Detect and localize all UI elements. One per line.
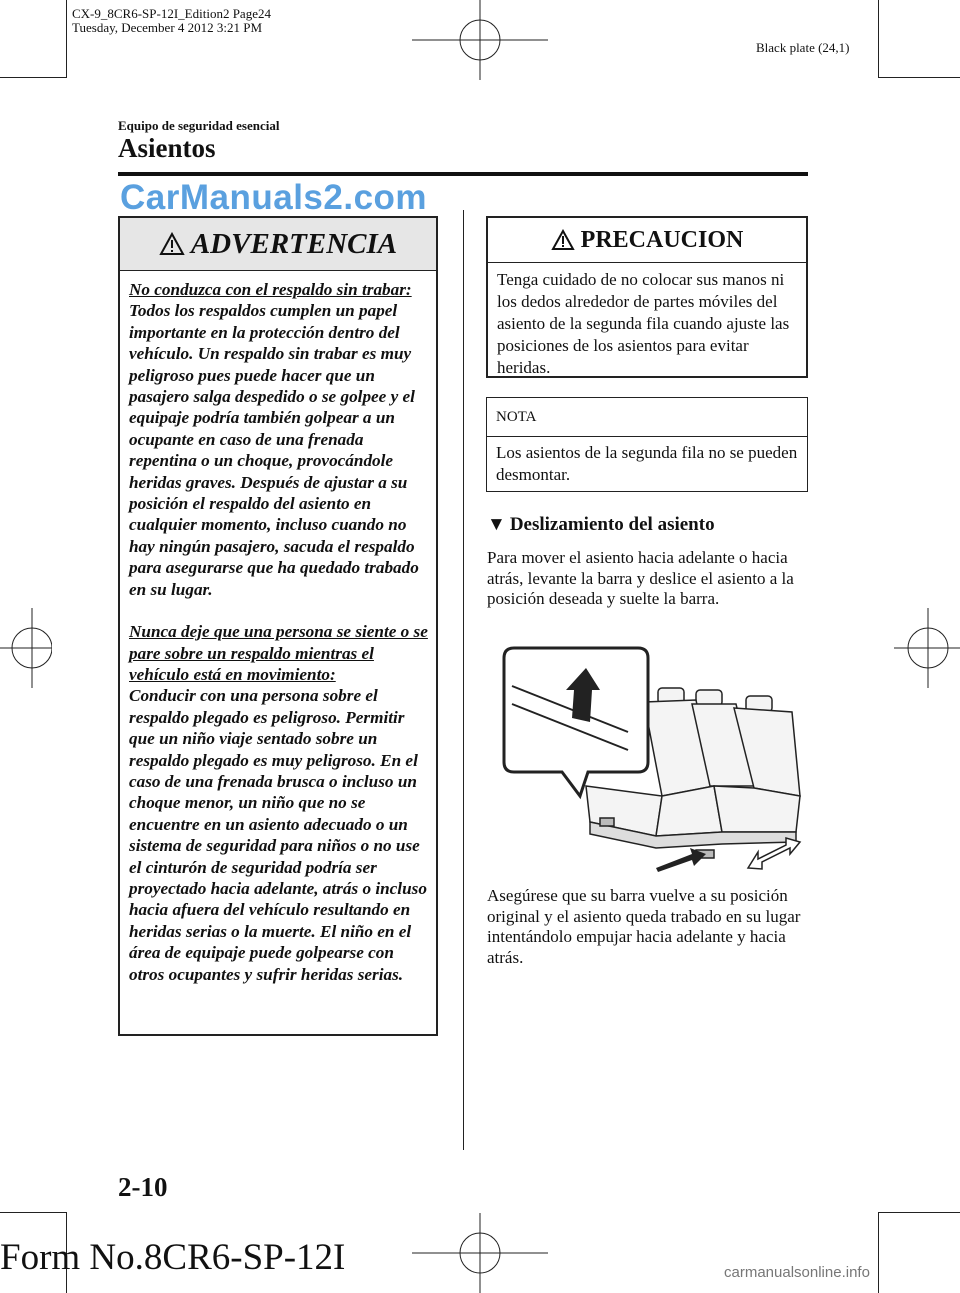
warning-body [120,271,436,985]
crop-mark [878,1212,960,1213]
file-info-line1: CX-9_8CR6-SP-12I_Edition2 Page24 [72,6,271,21]
plate-label: Black plate (24,1) [756,40,850,55]
crop-mark [66,0,67,78]
warning-triangle-icon [159,232,185,256]
caution-header [488,218,806,263]
column-divider [463,210,464,1150]
form-number: Form No.8CR6-SP-12I [0,1237,346,1278]
warning-text-1: Todos los respaldos cumplen un papel importante en la protección dentro del vehículo. Un respaldo sin trabar es muy peligroso pues puede hacer que un pasajero salga despedido o se golpee y el equipaje podría también golpear a un ocupante en caso de una frenada repentina o un choque, provocándole heridas graves. Después de ajustar a su posición el respaldo del asiento en cualquier momento, incluso cuando no hay ningún pasajero, sacuda el respaldo para asegurarse que ha quedado trabado en su lugar. [129,301,419,599]
caution-title: PRECAUCION [580,226,744,253]
callout-bubble [504,648,648,796]
note-text: Los asientos de la segunda fila no se pueden desmontar. [496,443,798,484]
crop-mark [878,77,960,78]
section-label: Equipo de seguridad esencial [118,118,280,133]
registration-target-icon [0,608,52,688]
registration-target-icon [894,608,960,688]
warning-heading-2: Nunca deje que una persona se siente o se pare sobre un respaldo mientras el vehículo está en movimiento: [129,622,428,684]
arrow-pointer-icon [656,848,706,872]
triangle-down-icon: ▼ [487,514,506,535]
caution-text: Tenga cuidado de no colocar sus manos ni los dedos alrededor de partes móviles del asiento de la segunda fila cuando ajuste las posiciones de los asientos para evitar heridas. [497,270,790,377]
crop-mark [878,0,879,78]
warning-box [118,216,438,1036]
registration-target-icon [412,0,548,80]
watermark: CarManuals2.com [120,178,428,217]
subsection-heading [487,514,715,536]
seat-slide-illustration [496,646,808,878]
warning-triangle-icon [551,229,575,251]
crop-mark [0,1212,66,1213]
subsection-title: Deslizamiento del asiento [509,514,715,535]
crop-mark [878,1212,879,1293]
subsection-paragraph-1: Para mover el asiento hacia adelante o hacia atrás, levante la barra y deslice el asiento a la posición deseada y suelte la barra. [487,548,794,608]
warning-header [120,218,436,271]
caution-box [486,216,808,378]
registration-target-icon [412,1213,548,1293]
file-info-line2: Tuesday, December 4 2012 3:21 PM [72,20,263,35]
note-box [486,397,808,492]
note-title: NOTA [487,398,807,437]
page-number: 2-10 [118,1172,168,1202]
subsection-paragraph-2: Asegúrese que su barra vuelve a su posición original y el asiento queda trabado en su lugar intentándolo empujar hacia adelante y hacia atrás. [487,886,801,967]
page-title: Asientos [118,133,216,163]
warning-heading-1: No conduzca con el respaldo sin trabar: [129,280,412,299]
warning-text-2: Conducir con una persona sobre el respaldo plegado es peligroso. Permitir que un niño viaje sentado sobre un respaldo plegado es muy peligroso. En el caso de una frenada brusca o incluso un choque menor, un niño que no se encuentre en un asiento adecuado o un sistema de seguridad para niños o no use el cinturón de seguridad podría ser proyectado hacia adelante, atrás o incluso hacia afuera del vehículo resultando en heridas serias o la muerte. El niño en el área de equipaje puede golpearse con otros ocupantes y sufrir heridas serias. [129,686,427,984]
crop-mark [0,77,66,78]
site-watermark: carmanualsonline.info [724,1264,870,1281]
warning-title: ADVERTENCIA [190,227,398,260]
title-divider [118,172,808,176]
